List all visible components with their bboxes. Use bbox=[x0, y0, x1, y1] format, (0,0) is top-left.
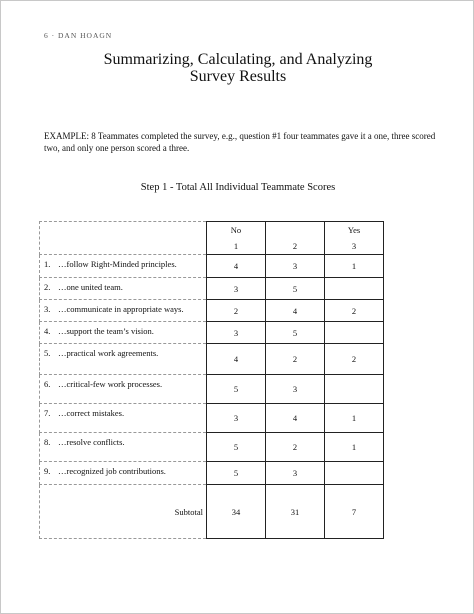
cell-col-2: 4 bbox=[266, 404, 325, 433]
cell-col-2: 2 bbox=[266, 433, 325, 462]
subtotal-label: Subtotal bbox=[40, 485, 207, 539]
table-row bbox=[40, 462, 384, 485]
example-paragraph: EXAMPLE: 8 Teammates completed the survey, e.g., question #1 four teammates gave it a one, three scored two, and only one person scored a three. bbox=[44, 131, 436, 153]
cell-col-3 bbox=[325, 375, 384, 404]
page-title bbox=[1, 51, 474, 85]
cell-col-2: 2 bbox=[266, 344, 325, 375]
header-blank-cell bbox=[40, 222, 207, 255]
cell-col-3: 1 bbox=[325, 433, 384, 462]
row-number: 4. bbox=[44, 326, 51, 336]
header-col-1 bbox=[207, 222, 266, 255]
row-text: …practical work agreements. bbox=[58, 348, 159, 358]
table-row bbox=[40, 344, 384, 375]
row-text: …one united team. bbox=[58, 282, 123, 292]
cell-col-2: 3 bbox=[266, 375, 325, 404]
row-label bbox=[40, 322, 207, 344]
row-text: …resolve conflicts. bbox=[58, 437, 125, 447]
cell-col-3: 1 bbox=[325, 404, 384, 433]
header-col-3-top: Yes bbox=[347, 225, 361, 235]
row-label bbox=[40, 433, 207, 462]
table-row bbox=[40, 322, 384, 344]
subtotal-row bbox=[40, 485, 384, 539]
cell-col-3: 2 bbox=[325, 300, 384, 322]
cell-col-1: 2 bbox=[207, 300, 266, 322]
subtotal-col-1: 34 bbox=[207, 485, 266, 539]
cell-col-2: 4 bbox=[266, 300, 325, 322]
cell-col-2: 5 bbox=[266, 278, 325, 300]
row-number: 2. bbox=[44, 282, 51, 292]
row-number: 6. bbox=[44, 379, 51, 389]
row-text: …critical-few work processes. bbox=[58, 379, 163, 389]
header-col-2-bottom: 2 bbox=[292, 241, 298, 251]
row-label bbox=[40, 278, 207, 300]
table-row bbox=[40, 300, 384, 322]
cell-col-2: 5 bbox=[266, 322, 325, 344]
header-col-3 bbox=[325, 222, 384, 255]
row-number: 8. bbox=[44, 437, 51, 447]
cell-col-3 bbox=[325, 278, 384, 300]
row-number: 9. bbox=[44, 466, 51, 476]
running-head: 6 · DAN HOAGN bbox=[44, 31, 113, 40]
row-label bbox=[40, 255, 207, 278]
row-label bbox=[40, 344, 207, 375]
cell-col-1: 5 bbox=[207, 462, 266, 485]
cell-col-3 bbox=[325, 462, 384, 485]
row-number: 7. bbox=[44, 408, 51, 418]
subtotal-col-3: 7 bbox=[325, 485, 384, 539]
score-table bbox=[39, 221, 384, 539]
cell-col-3: 2 bbox=[325, 344, 384, 375]
cell-col-1: 4 bbox=[207, 255, 266, 278]
table-row bbox=[40, 404, 384, 433]
title-line-1: Summarizing, Calculating, and Analyzing bbox=[103, 51, 373, 68]
cell-col-1: 3 bbox=[207, 278, 266, 300]
row-label bbox=[40, 375, 207, 404]
cell-col-1: 3 bbox=[207, 322, 266, 344]
header-col-3-bottom: 3 bbox=[351, 241, 357, 251]
row-number: 5. bbox=[44, 348, 51, 358]
header-col-2 bbox=[266, 222, 325, 255]
title-line-2: Survey Results bbox=[189, 68, 287, 85]
table-row bbox=[40, 255, 384, 278]
row-text: …communicate in appropriate ways. bbox=[58, 304, 184, 314]
table-header-row bbox=[40, 222, 384, 255]
cell-col-3: 1 bbox=[325, 255, 384, 278]
cell-col-1: 3 bbox=[207, 404, 266, 433]
row-label bbox=[40, 300, 207, 322]
cell-col-1: 5 bbox=[207, 375, 266, 404]
cell-col-2: 3 bbox=[266, 462, 325, 485]
row-number: 3. bbox=[44, 304, 51, 314]
subtotal-col-2: 31 bbox=[266, 485, 325, 539]
cell-col-2: 3 bbox=[266, 255, 325, 278]
row-text: …support the team’s vision. bbox=[58, 326, 154, 336]
row-text: …recognized job contributions. bbox=[58, 466, 166, 476]
table-row bbox=[40, 433, 384, 462]
row-text: …correct mistakes. bbox=[58, 408, 125, 418]
header-col-2-top bbox=[266, 222, 324, 238]
header-col-1-top: No bbox=[230, 225, 242, 235]
cell-col-3 bbox=[325, 322, 384, 344]
table-row bbox=[40, 278, 384, 300]
row-text: …follow Right-Minded principles. bbox=[58, 259, 177, 269]
cell-col-1: 5 bbox=[207, 433, 266, 462]
row-number: 1. bbox=[44, 259, 51, 269]
table-row bbox=[40, 375, 384, 404]
step-heading: Step 1 - Total All Individual Teammate Scores bbox=[140, 182, 336, 193]
row-label bbox=[40, 404, 207, 433]
cell-col-1: 4 bbox=[207, 344, 266, 375]
header-col-1-bottom: 1 bbox=[233, 241, 239, 251]
row-label bbox=[40, 462, 207, 485]
